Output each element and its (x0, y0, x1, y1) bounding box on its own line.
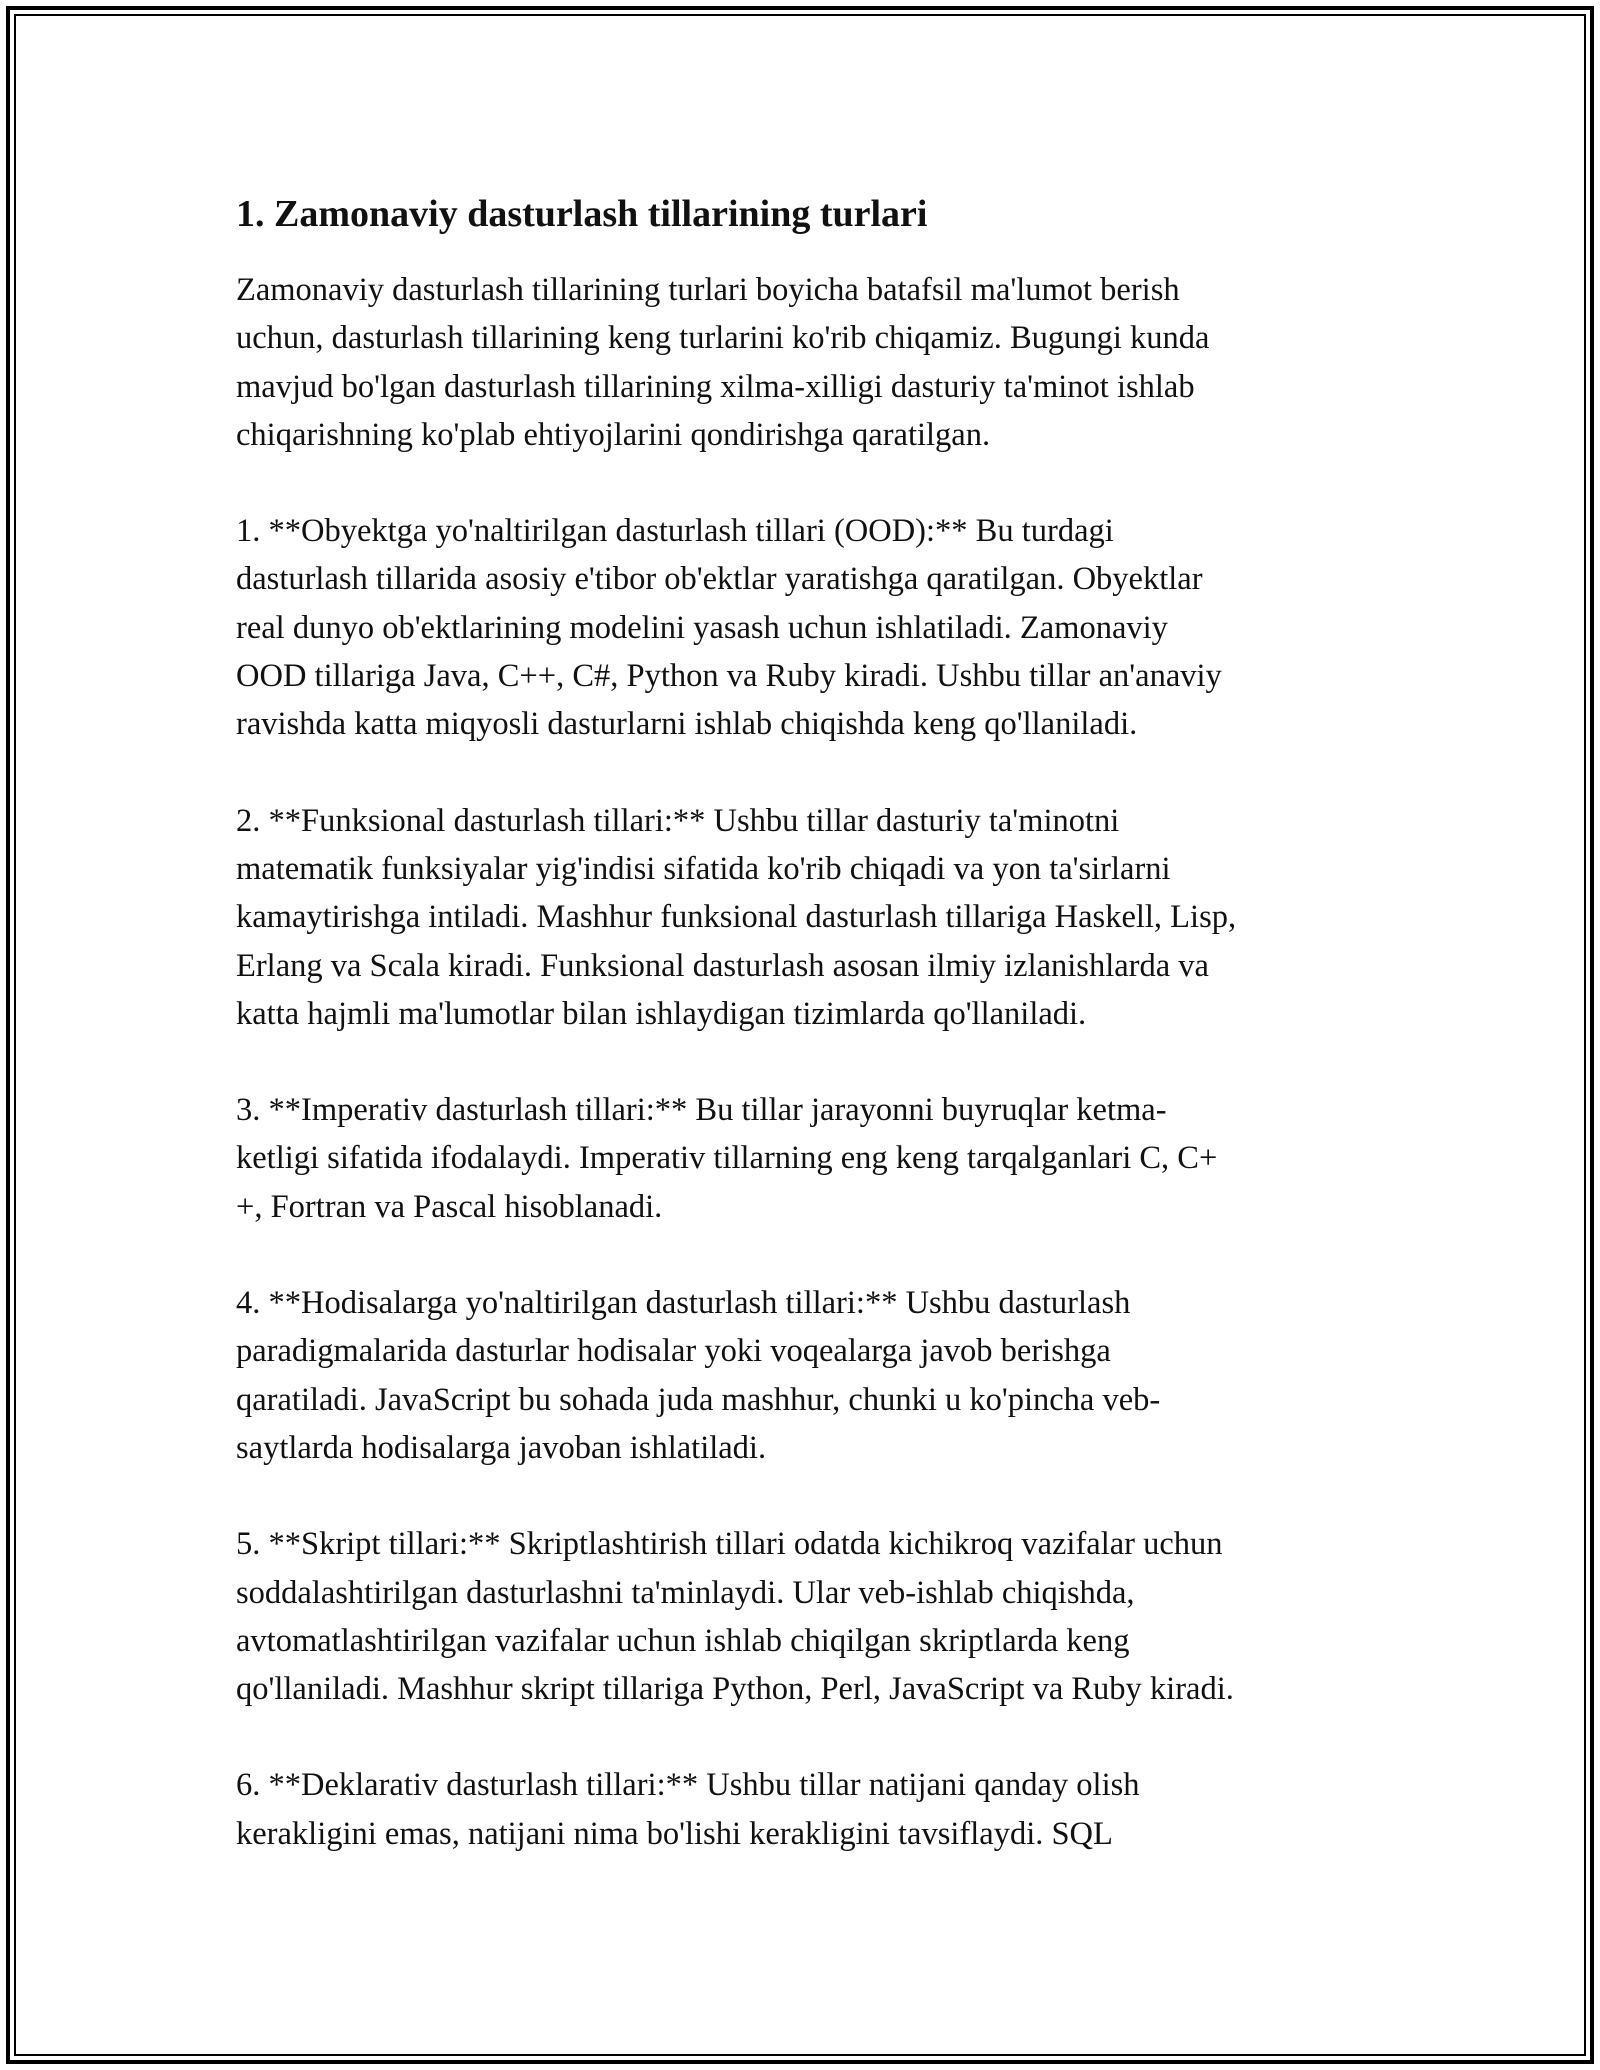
text-line: kerakligini emas, natijani nima bo'lishi kerakligini tavsiflaydi. SQL (236, 1815, 1113, 1852)
text-line: 3. **Imperativ dasturlash tillari:** Bu tillar jarayonni buyruqlar ketma- (236, 1092, 1167, 1129)
text-line: ravishda katta miqyosli dasturlarni ishlab chiqishda keng qo'llaniladi. (236, 706, 1138, 743)
text-line: matematik funksiyalar yig'indisi sifatida ko'rib chiqadi va yon ta'sirlarni (236, 850, 1171, 887)
text-line: 6. **Deklarativ dasturlash tillari:** Ushbu tillar natijani qanday olish (236, 1767, 1140, 1804)
list-item-imperative-paragraph (236, 1086, 1366, 1231)
text-line: ketligi sifatida ifodalaydi. Imperativ tillarning eng keng tarqalganlari C, C+ (236, 1140, 1218, 1177)
list-item-scripting-paragraph (236, 1520, 1366, 1713)
text-line: +, Fortran va Pascal hisoblanadi. (236, 1188, 663, 1225)
text-line: 2. **Funksional dasturlash tillari:** Ushbu tillar dasturiy ta'minotni (236, 802, 1120, 839)
text-line: qaratiladi. JavaScript bu sohada juda mashhur, chunki u ko'pincha veb- (236, 1381, 1161, 1418)
text-line: 4. **Hodisalarga yo'naltirilgan dasturlash tillari:** Ushbu dasturlash (236, 1285, 1131, 1322)
list-item-declarative-paragraph (236, 1761, 1366, 1858)
intro-paragraph (236, 266, 1366, 459)
text-line: saytlarda hodisalarga javoban ishlatiladi. (236, 1429, 767, 1466)
text-line: uchun, dasturlash tillarining keng turlarini ko'rib chiqamiz. Bugungi kunda (236, 320, 1210, 357)
text-line: qo'llaniladi. Mashhur skript tillariga Python, Perl, JavaScript va Ruby kiradi. (236, 1671, 1234, 1708)
text-line: 5. **Skript tillari:** Skriptlashtirish tillari odatda kichikroq vazifalar uchun (236, 1526, 1223, 1563)
text-line: chiqarishning ko'plab ehtiyojlarini qondirishga qaratilgan. (236, 416, 991, 453)
list-item-event-driven-paragraph (236, 1279, 1366, 1472)
text-line: paradigmalarida dasturlar hodisalar yoki voqealarga javob berishga (236, 1333, 1111, 1370)
text-line: 1. **Obyektga yo'naltirilgan dasturlash tillari (OOD):** Bu turdagi (236, 513, 1114, 550)
section-title: 1. Zamonaviy dasturlash tillarining turlari (236, 193, 928, 235)
text-line: dasturlash tillarida asosiy e'tibor ob'ektlar yaratishga qaratilgan. Obyektlar (236, 561, 1203, 598)
text-line: katta hajmli ma'lumotlar bilan ishlaydigan tizimlarda qo'llaniladi. (236, 995, 1087, 1032)
text-line: mavjud bo'lgan dasturlash tillarining xilma-xilligi dasturiy ta'minot ishlab (236, 368, 1195, 405)
text-line: avtomatlashtirilgan vazifalar uchun ishlab chiqilgan skriptlarda keng (236, 1622, 1130, 1659)
text-line: soddalashtirilgan dasturlashni ta'minlaydi. Ular veb-ishlab chiqishda, (236, 1574, 1135, 1611)
text-line: real dunyo ob'ektlarining modelini yasash uchun ishlatiladi. Zamonaviy (236, 609, 1168, 646)
document-body (236, 190, 1366, 1906)
text-line: Zamonaviy dasturlash tillarining turlari boyicha batafsil ma'lumot berish (236, 272, 1180, 308)
text-line: kamaytirishga intiladi. Mashhur funksional dasturlash tillariga Haskell, Lisp, (236, 899, 1237, 936)
list-item-functional-paragraph (236, 797, 1366, 1038)
text-line: OOD tillariga Java, C++, C#, Python va Ruby kiradi. Ushbu tillar an'anaviy (236, 658, 1222, 695)
list-item-oop-paragraph (236, 507, 1366, 748)
text-line: Erlang va Scala kiradi. Funksional dasturlash asosan ilmiy izlanishlarda va (236, 947, 1209, 984)
